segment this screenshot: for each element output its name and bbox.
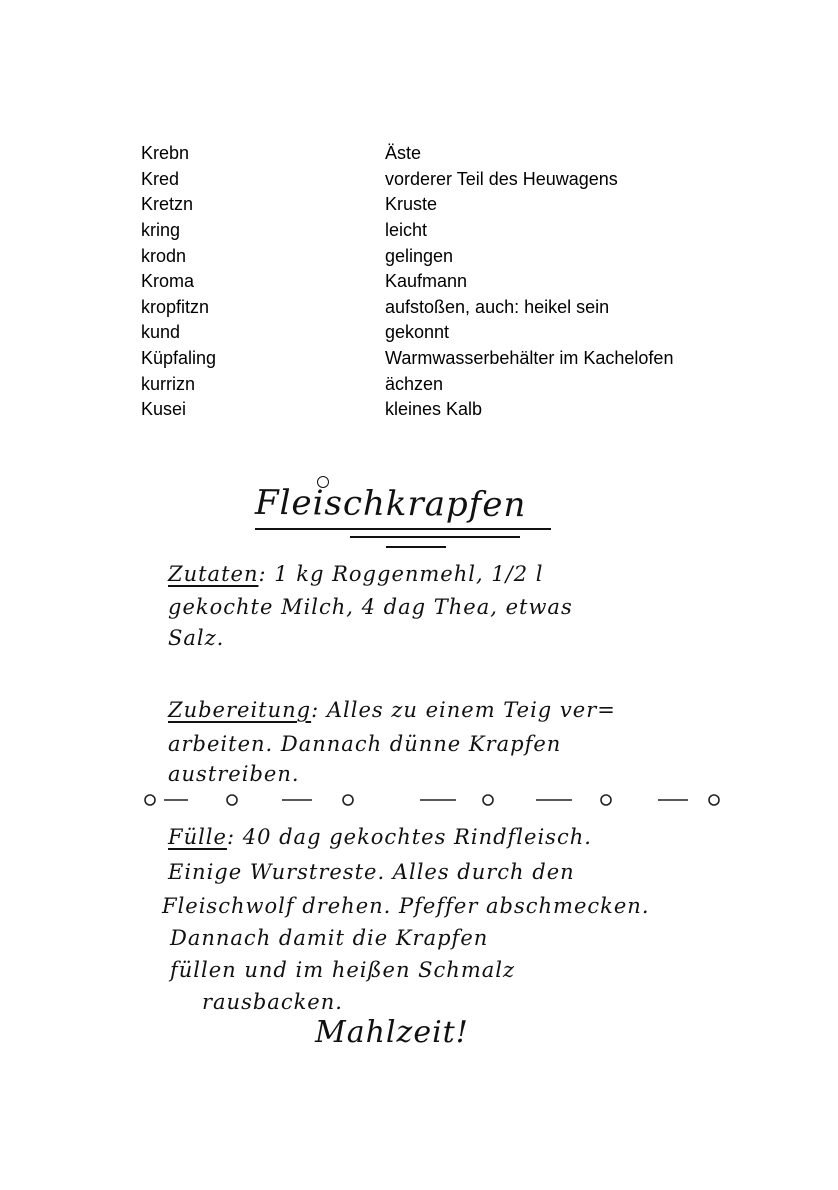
glossary-term: Kretzn xyxy=(141,194,194,215)
glossary-table xyxy=(141,141,761,423)
recipe-title: Fleischkrapfen xyxy=(254,482,527,526)
glossary-row xyxy=(141,192,761,218)
glossary-row xyxy=(141,320,761,346)
glossary-definition: Kaufmann xyxy=(385,271,468,292)
zubereitung-line xyxy=(168,698,616,722)
glossary-term: Kusei xyxy=(141,399,187,420)
fuelle-line xyxy=(168,825,592,849)
glossary-row xyxy=(141,397,761,423)
zutaten-text: gekochte Milch, 4 dag Thea, etwas xyxy=(168,595,573,619)
zutaten-text: : 1 kg Roggenmehl, 1/2 l xyxy=(258,562,544,586)
title-underline xyxy=(350,536,520,538)
glossary-definition: leicht xyxy=(385,220,428,241)
glossary-term: krodn xyxy=(141,245,187,266)
fuelle-text: Fleischwolf drehen. Pfeffer abschmecken. xyxy=(162,894,650,918)
glossary-term: Kroma xyxy=(141,271,195,292)
zubereitung-label: Zubereitung xyxy=(168,698,312,722)
glossary-row xyxy=(141,218,761,244)
glossary-definition: Kruste xyxy=(385,194,438,215)
glossary-term: Küpfaling xyxy=(141,348,217,369)
fuelle-text: füllen und im heißen Schmalz xyxy=(170,958,516,982)
handwritten-recipe xyxy=(140,470,740,1070)
fuelle-text: rausbacken. xyxy=(202,990,343,1014)
glossary-row xyxy=(141,243,761,269)
glossary-definition: Warmwasserbehälter im Kachelofen xyxy=(385,348,674,369)
glossary-term: kurrizn xyxy=(141,373,196,394)
fuelle-label: Fülle xyxy=(168,825,227,849)
closing-signature: Mahlzeit! xyxy=(315,1015,469,1050)
glossary-term: Krebn xyxy=(141,143,190,164)
glossary-term: Kred xyxy=(141,168,180,189)
glossary-definition: vorderer Teil des Heuwagens xyxy=(385,168,618,189)
glossary-definition: gelingen xyxy=(385,245,454,266)
zutaten-text: Salz. xyxy=(168,626,225,650)
zubereitung-text: : Alles zu einem Teig ver= xyxy=(311,698,616,722)
glossary-definition: Äste xyxy=(385,143,422,164)
glossary-definition: gekonnt xyxy=(385,322,450,343)
zutaten-line xyxy=(168,562,544,586)
glossary-row xyxy=(141,167,761,193)
glossary-row xyxy=(141,346,761,372)
glossary-row xyxy=(141,371,761,397)
separator-line xyxy=(140,790,730,810)
glossary-term: kropfitzn xyxy=(141,296,210,317)
title-underline xyxy=(386,546,446,548)
fuelle-text: Einige Wurstreste. Alles durch den xyxy=(168,860,575,884)
glossary-row xyxy=(141,295,761,321)
glossary-definition: aufstoßen, auch: heikel sein xyxy=(385,296,610,317)
fuelle-text: Dannach damit die Krapfen xyxy=(170,926,489,950)
glossary-definition: kleines Kalb xyxy=(385,399,483,420)
glossary-row xyxy=(141,141,761,167)
glossary-definition: ächzen xyxy=(385,373,444,394)
glossary-row xyxy=(141,269,761,295)
zubereitung-text: austreiben. xyxy=(168,762,300,786)
zubereitung-text: arbeiten. Dannach dünne Krapfen xyxy=(168,732,562,756)
zutaten-label: Zutaten xyxy=(168,562,259,586)
glossary-term: kund xyxy=(141,322,181,343)
fuelle-text: : 40 dag gekochtes Rindfleisch. xyxy=(226,825,592,849)
title-underline xyxy=(255,528,551,530)
glossary-term: kring xyxy=(141,220,181,241)
